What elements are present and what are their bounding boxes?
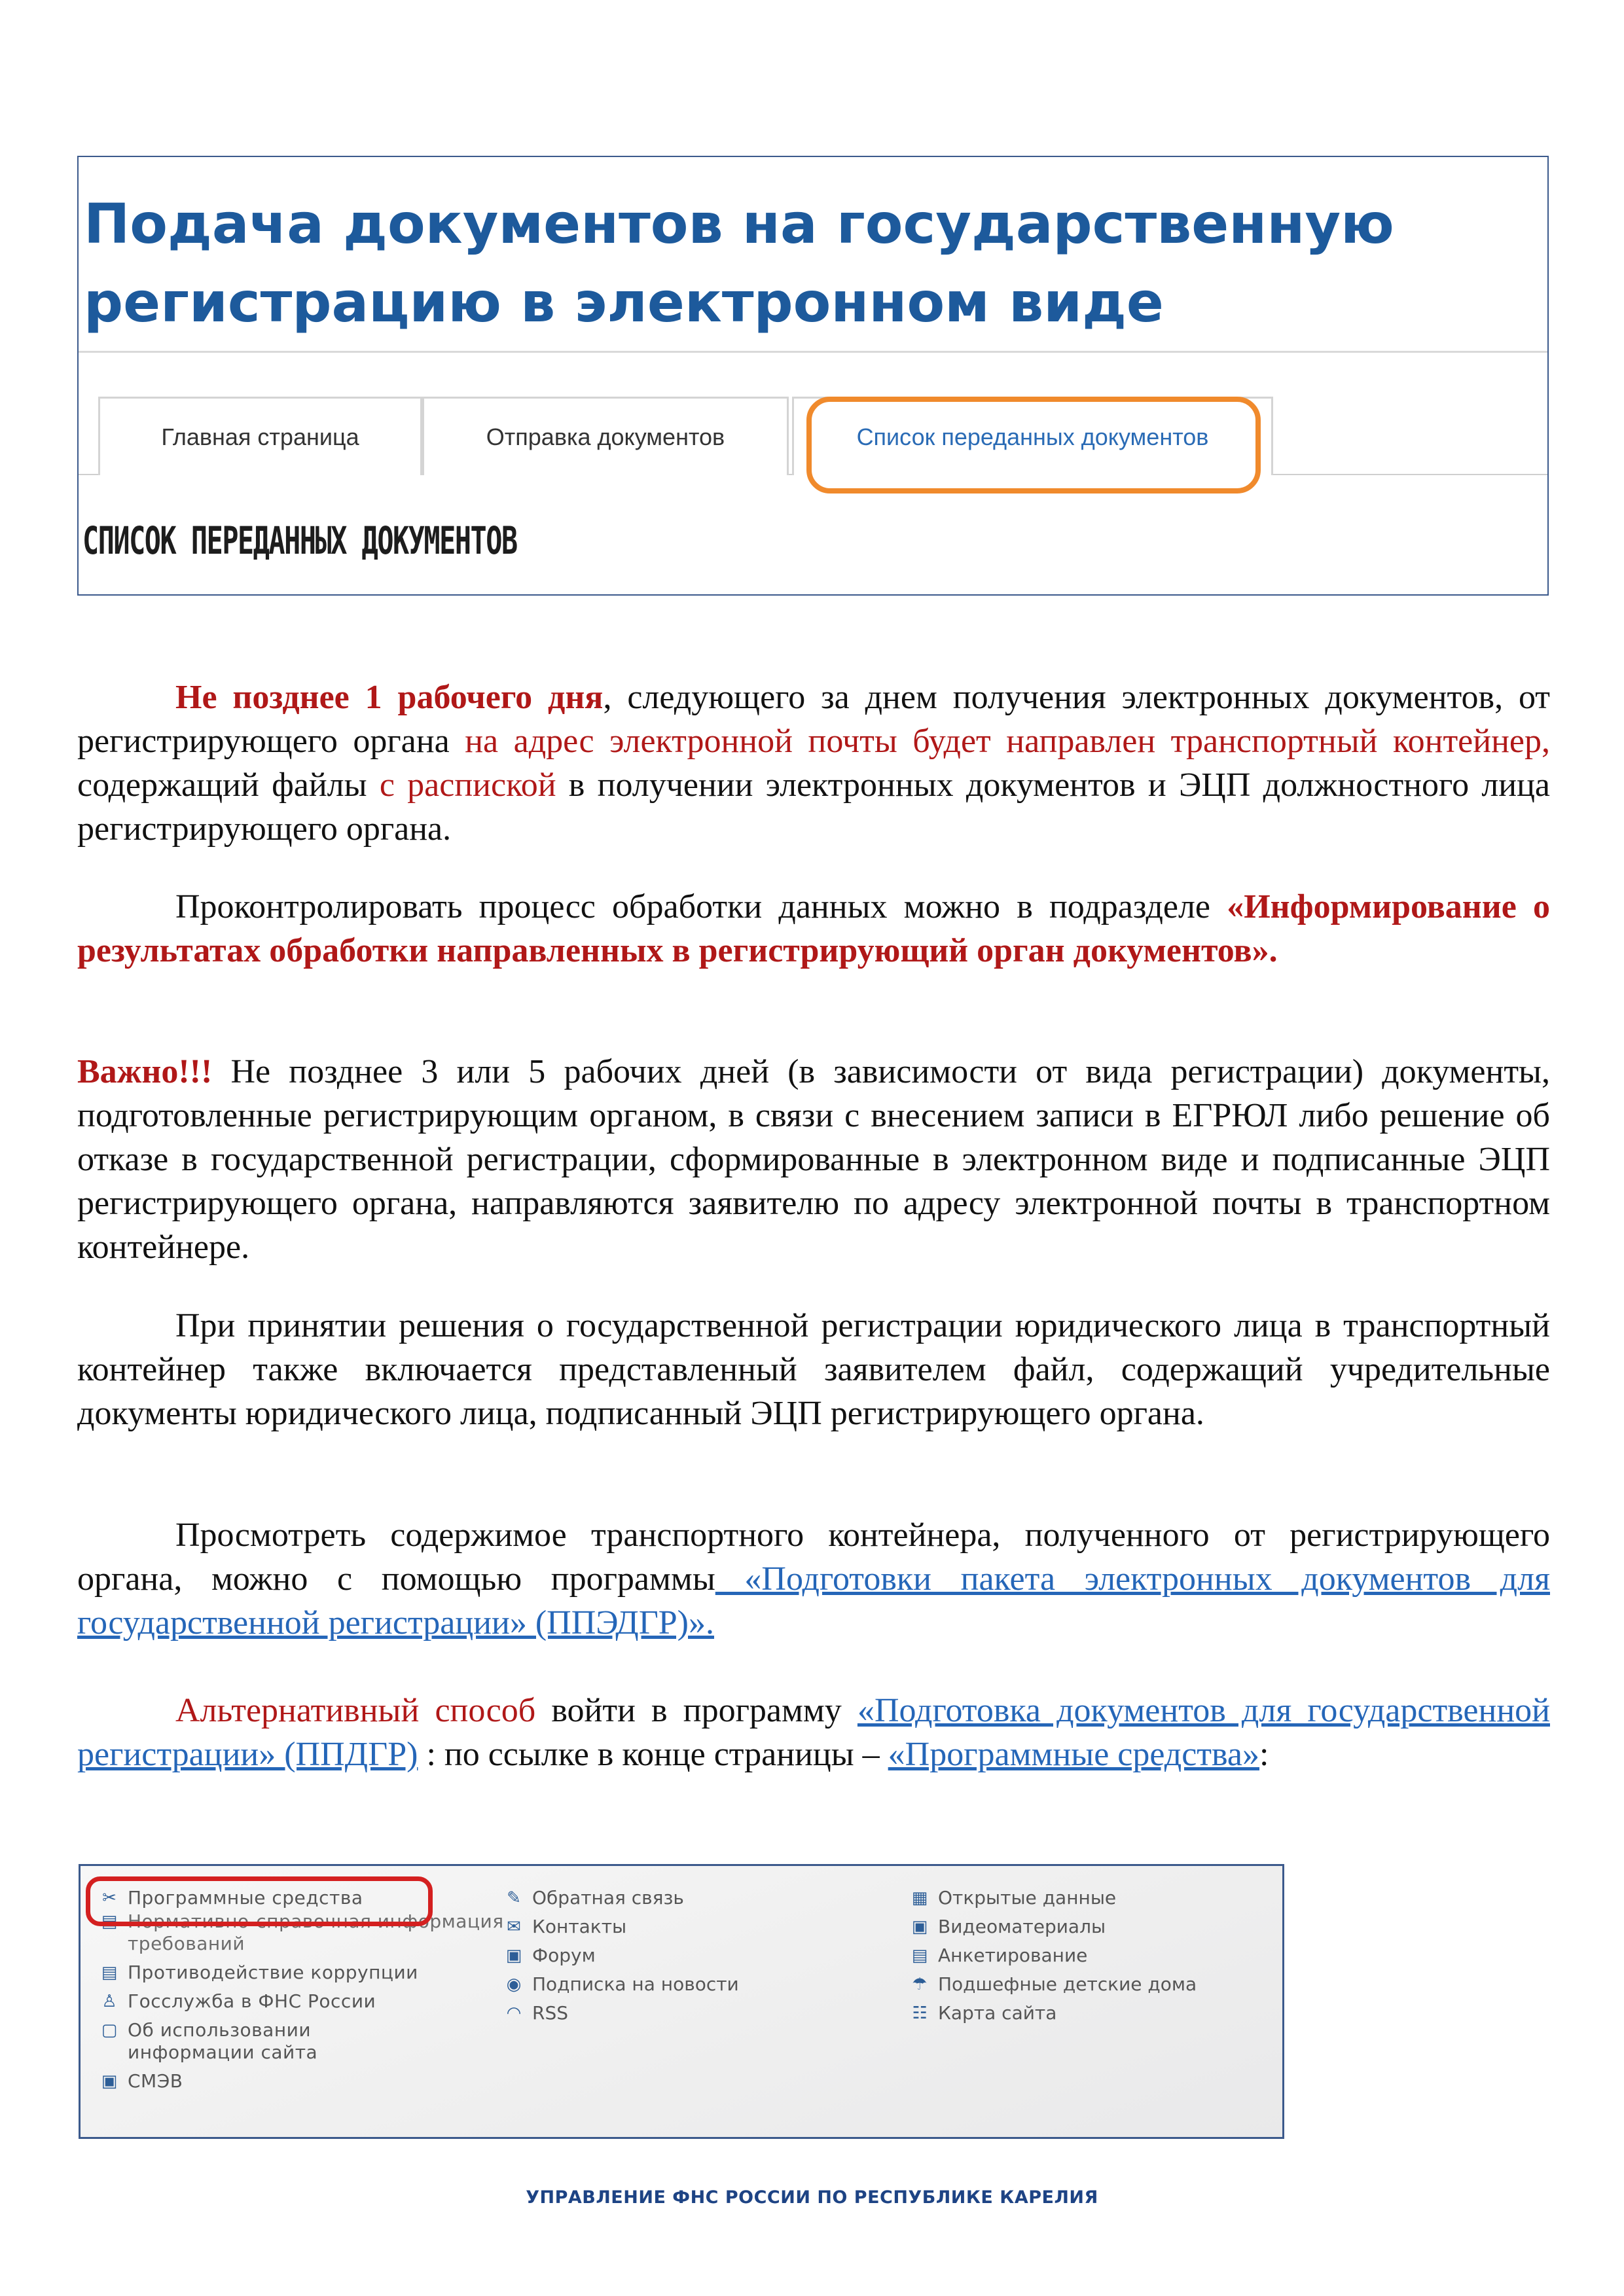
email-emphasis: на адрес электронной почты будет направлен транспортный контейнер,	[465, 723, 1550, 760]
text: Не позднее 3 или 5 рабочих дней (в зависимости от вида регистрации) документы, подготовленные регистрирующим органом, в связи с внесением записи в ЕГРЮЛ либо решение об отказе в государственной регистрации, сформированные в электронном виде и подписанные ЭЦП регистрирующего органа, направляются заявителю по адресу электронной почты в транспортном контейнере.	[77, 1053, 1550, 1266]
tab-send-documents[interactable]: Отправка документов	[422, 397, 789, 475]
paragraph-monitoring	[77, 885, 1550, 973]
text: : по ссылке в конце страницы –	[418, 1736, 888, 1773]
document-icon: ▤	[101, 1963, 118, 1982]
footer-link-label: RSS	[532, 2002, 569, 2024]
tab-main-page[interactable]: Главная страница	[98, 397, 422, 475]
footer-link-smev[interactable]	[100, 2070, 506, 2092]
tools-icon: ✂	[102, 1888, 117, 1908]
forum-icon: ▣	[505, 1946, 522, 1965]
page-footer: УПРАВЛЕНИЕ ФНС РОССИИ ПО РЕСПУБЛИКЕ КАРЕЛИЯ	[526, 2187, 1098, 2208]
footer-link-anticorruption[interactable]	[100, 1962, 506, 1984]
footer-link-label: Нормативно-справочная информация требований	[128, 1910, 504, 1954]
footer-link-label: Противодействие коррупции	[128, 1962, 418, 1983]
footer-link-label: СМЭВ	[128, 2070, 183, 2092]
footer-link-label: Контакты	[532, 1916, 627, 1937]
paragraph-alternative	[77, 1689, 1550, 1776]
footer-link-label: Об использовании информации сайта	[128, 2019, 318, 2063]
portal-title: Подача документов на государственную регистрацию в электронном виде	[84, 192, 1394, 334]
footer-link-label: Видеоматериалы	[938, 1916, 1106, 1937]
footer-link-label: Карта сайта	[938, 2002, 1057, 2024]
paragraph-deadline	[77, 675, 1550, 851]
footer-link-feedback[interactable]	[505, 1887, 871, 1909]
footer-links-column-3	[911, 1887, 1277, 2031]
contacts-icon: ✉	[507, 1917, 521, 1937]
text: , следующего за днем получения электронных документов, от регистрирующего органа	[77, 679, 1550, 760]
subsection-name: «Информирование о результатах обработки направленных в регистрирующий орган документов».	[77, 888, 1550, 969]
footer-link-label: Форум	[532, 1945, 596, 1966]
footer-link-label: Обратная связь	[532, 1887, 684, 1909]
tab-sent-documents-list[interactable]: Список переданных документов	[792, 397, 1273, 475]
video-icon: ▣	[911, 1917, 928, 1937]
feedback-icon: ✎	[507, 1888, 521, 1908]
text: :	[1259, 1736, 1269, 1773]
footer-link-label: Подшефные детские дома	[938, 1973, 1197, 1995]
text: содержащий файлы	[77, 766, 380, 804]
text: При принятии решения о государственной регистрации юридического лица в транспортный контейнер также включается представленный заявителем файл, содержащий учредительные документы юридического лица, подписанный ЭЦП регистрирующего органа.	[77, 1307, 1550, 1432]
deadline-emphasis: Не позднее 1 рабочего дня	[175, 679, 604, 716]
portal-screenshot	[77, 156, 1549, 596]
software-link[interactable]: «Программные средства»	[888, 1736, 1259, 1773]
footer-link-rss[interactable]	[505, 2002, 871, 2024]
alternative-emphasis: Альтернативный способ	[175, 1692, 536, 1729]
footer-link-orphanages[interactable]	[911, 1973, 1277, 1996]
footer-link-sitemap[interactable]	[911, 2002, 1277, 2024]
footer-link-label: Открытые данные	[938, 1887, 1117, 1909]
paragraph-registration	[77, 1304, 1550, 1435]
rss-icon: ◠	[506, 2003, 522, 2023]
open-data-icon: ▦	[911, 1888, 928, 1908]
footer-link-label: Подписка на новости	[532, 1973, 739, 1995]
paragraph-important	[77, 1050, 1550, 1269]
text: Просмотреть содержимое транспортного контейнера, полученного от регистрирующего органа, можно с помощью программы	[77, 1516, 1550, 1598]
chat-icon: ▣	[101, 2072, 118, 2091]
footer-link-video[interactable]	[911, 1916, 1277, 1938]
footer-link-forum[interactable]	[505, 1945, 871, 1967]
footer-links-column-2	[505, 1887, 871, 2031]
site-footer-screenshot	[79, 1864, 1284, 2139]
person-icon: ♙	[101, 1992, 117, 2011]
sitemap-icon: ☷	[912, 2003, 928, 2023]
important-label: Важно!!!	[77, 1053, 213, 1090]
tab-highlight-ring	[806, 397, 1261, 493]
footer-link-open-data[interactable]	[911, 1887, 1277, 1909]
document-icon: ▤	[101, 1912, 118, 1931]
umbrella-icon: ☂	[912, 1975, 928, 1994]
software-highlight-ring	[86, 1876, 433, 1926]
footer-link-site-usage[interactable]	[100, 2019, 506, 2064]
footer-link-contacts[interactable]	[505, 1916, 871, 1938]
footer-link-civil-service[interactable]	[100, 1990, 506, 2013]
ppedgr-link[interactable]: «Подготовки пакета электронных документов для государственной регистрации» (ППЭДГР)».	[77, 1560, 1550, 1641]
text: войти в программу	[535, 1692, 857, 1729]
divider	[79, 351, 1547, 353]
document-icon: ▢	[101, 2020, 118, 2040]
survey-icon: ▤	[911, 1946, 928, 1965]
footer-link-subscription[interactable]	[505, 1973, 871, 1996]
footer-link-label: Госслужба в ФНС России	[128, 1990, 376, 2012]
footer-link-survey[interactable]	[911, 1945, 1277, 1967]
paragraph-view-container	[77, 1513, 1550, 1645]
text: в получении электронных документов и ЭЦП должностного лица регистрирующего органа.	[77, 766, 1551, 848]
ppdgr-link[interactable]: «Подготовка документов для государственной регистрации» (ППДГР)	[77, 1692, 1550, 1773]
footer-link-label: Анкетирование	[938, 1945, 1088, 1966]
section-heading: СПИСОК ПЕРЕДАННЫХ ДОКУМЕНТОВ	[82, 518, 517, 563]
text: Проконтролировать процесс обработки данных можно в подразделе	[175, 888, 1227, 925]
subscription-icon: ◉	[506, 1975, 522, 1994]
footer-link-label: Программные средства	[128, 1887, 363, 1909]
receipt-emphasis: с распиской	[379, 766, 556, 804]
